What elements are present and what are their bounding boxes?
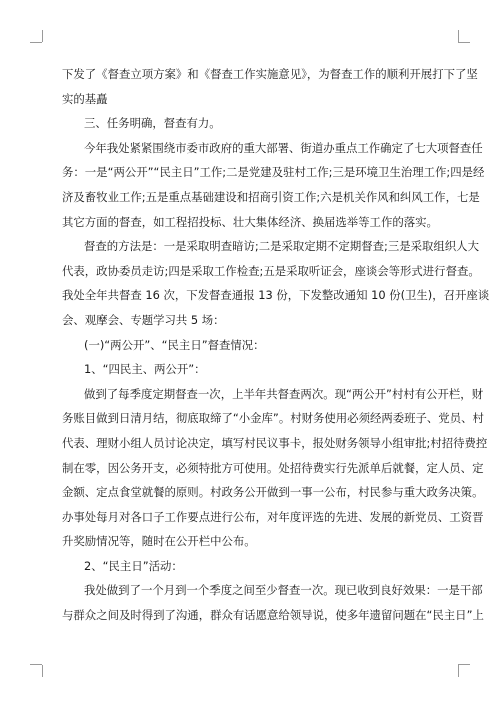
text-line: 我处全年共督查 16 次，下发督查通报 13 份，下发整改通知 10 份(卫生)，召开座谈	[62, 288, 490, 303]
document-body	[62, 62, 490, 628]
section-heading: 三、任务明确，督查有力。	[84, 116, 221, 131]
text-line: 我处做到了一个月到一个季度之间至少督查一次。现已收到良好效果：一是干部	[84, 583, 483, 598]
crop-mark-top-left-h	[30, 42, 42, 43]
text-line: 代表，政协委员走访;四是采取工作检查;五是采取听证会，座谈会等形式进行督查。	[62, 263, 480, 278]
text-line: 督查的方法是：一是采取明查暗访;二是采取定期不定期督查;三是采取组织人大	[84, 239, 479, 254]
text-line: 升奖励情况等，随时在公开栏中公布。	[62, 534, 256, 549]
subsection-heading: (一)“两公开”、“民主日”督查情况：	[84, 337, 265, 352]
text-line: 务：一是“两公开”“民主日”工作;二是党建及驻村工作;三是环境卫生治理工作;四是经	[62, 165, 485, 180]
crop-mark-top-right-v	[458, 30, 459, 42]
item-heading: 2、“民主日”活动：	[84, 558, 183, 573]
text-line: 下发了《督查立项方案》和《督查工作实施意见》，为督查工作的顺利开展打下了坚	[62, 67, 478, 81]
text-line: 做到了每季度定期督查一次，上半年共督查两次。现“两公开”村村有公开栏，财	[84, 386, 484, 401]
text-line: 实的基矗	[62, 91, 108, 106]
crop-mark-bottom-right-h	[458, 664, 470, 665]
crop-mark-bottom-left-h	[30, 664, 42, 665]
text-line: 与群众之间及时得到了沟通，群众有话愿意给领导说，使多年遗留问题在“民主日”上	[62, 608, 484, 623]
text-line: 今年我处紧紧围绕市委市政府的重大部署、街道办重点工作确定了七大项督查任	[84, 140, 483, 155]
text-line: 会、观摩会、专题学习共 5 场：	[62, 312, 225, 327]
crop-mark-bottom-left-v	[42, 665, 43, 677]
text-line: 制在零，因公务开支，必须特批方可使用。处招待费实行先派单后就餐，定人员、定	[62, 460, 484, 475]
text-line: 济及畜牧业工作;五是重点基础建设和招商引资工作;六是机关作风和纠风工作，七是	[62, 189, 480, 204]
crop-mark-top-right-h	[458, 42, 470, 43]
text-line: 其它方面的督查，如工程招投标、壮大集体经济、换届选举等工作的落实。	[62, 214, 438, 229]
crop-mark-top-left-v	[42, 30, 43, 42]
text-line: 务账目做到日清月结，彻底取缔了“小金库”。村财务使用必须经两委班子、党员、村	[62, 411, 484, 426]
text-line: 办事处每月对各口子工作要点进行公布，对年度评选的先进、发展的新党员、工资晋	[62, 509, 484, 524]
item-heading: 1、“四民主、两公开”：	[84, 362, 206, 377]
text-line: 代表、理财小组人员讨论决定，填写村民议事卡，报处财务领导小组审批;村招待费控	[62, 435, 488, 450]
crop-mark-bottom-right-v	[458, 665, 459, 677]
text-line: 金额、定点食堂就餐的原则。村政务公开做到一事一公布，村民参与重大政务决策。	[62, 485, 484, 500]
